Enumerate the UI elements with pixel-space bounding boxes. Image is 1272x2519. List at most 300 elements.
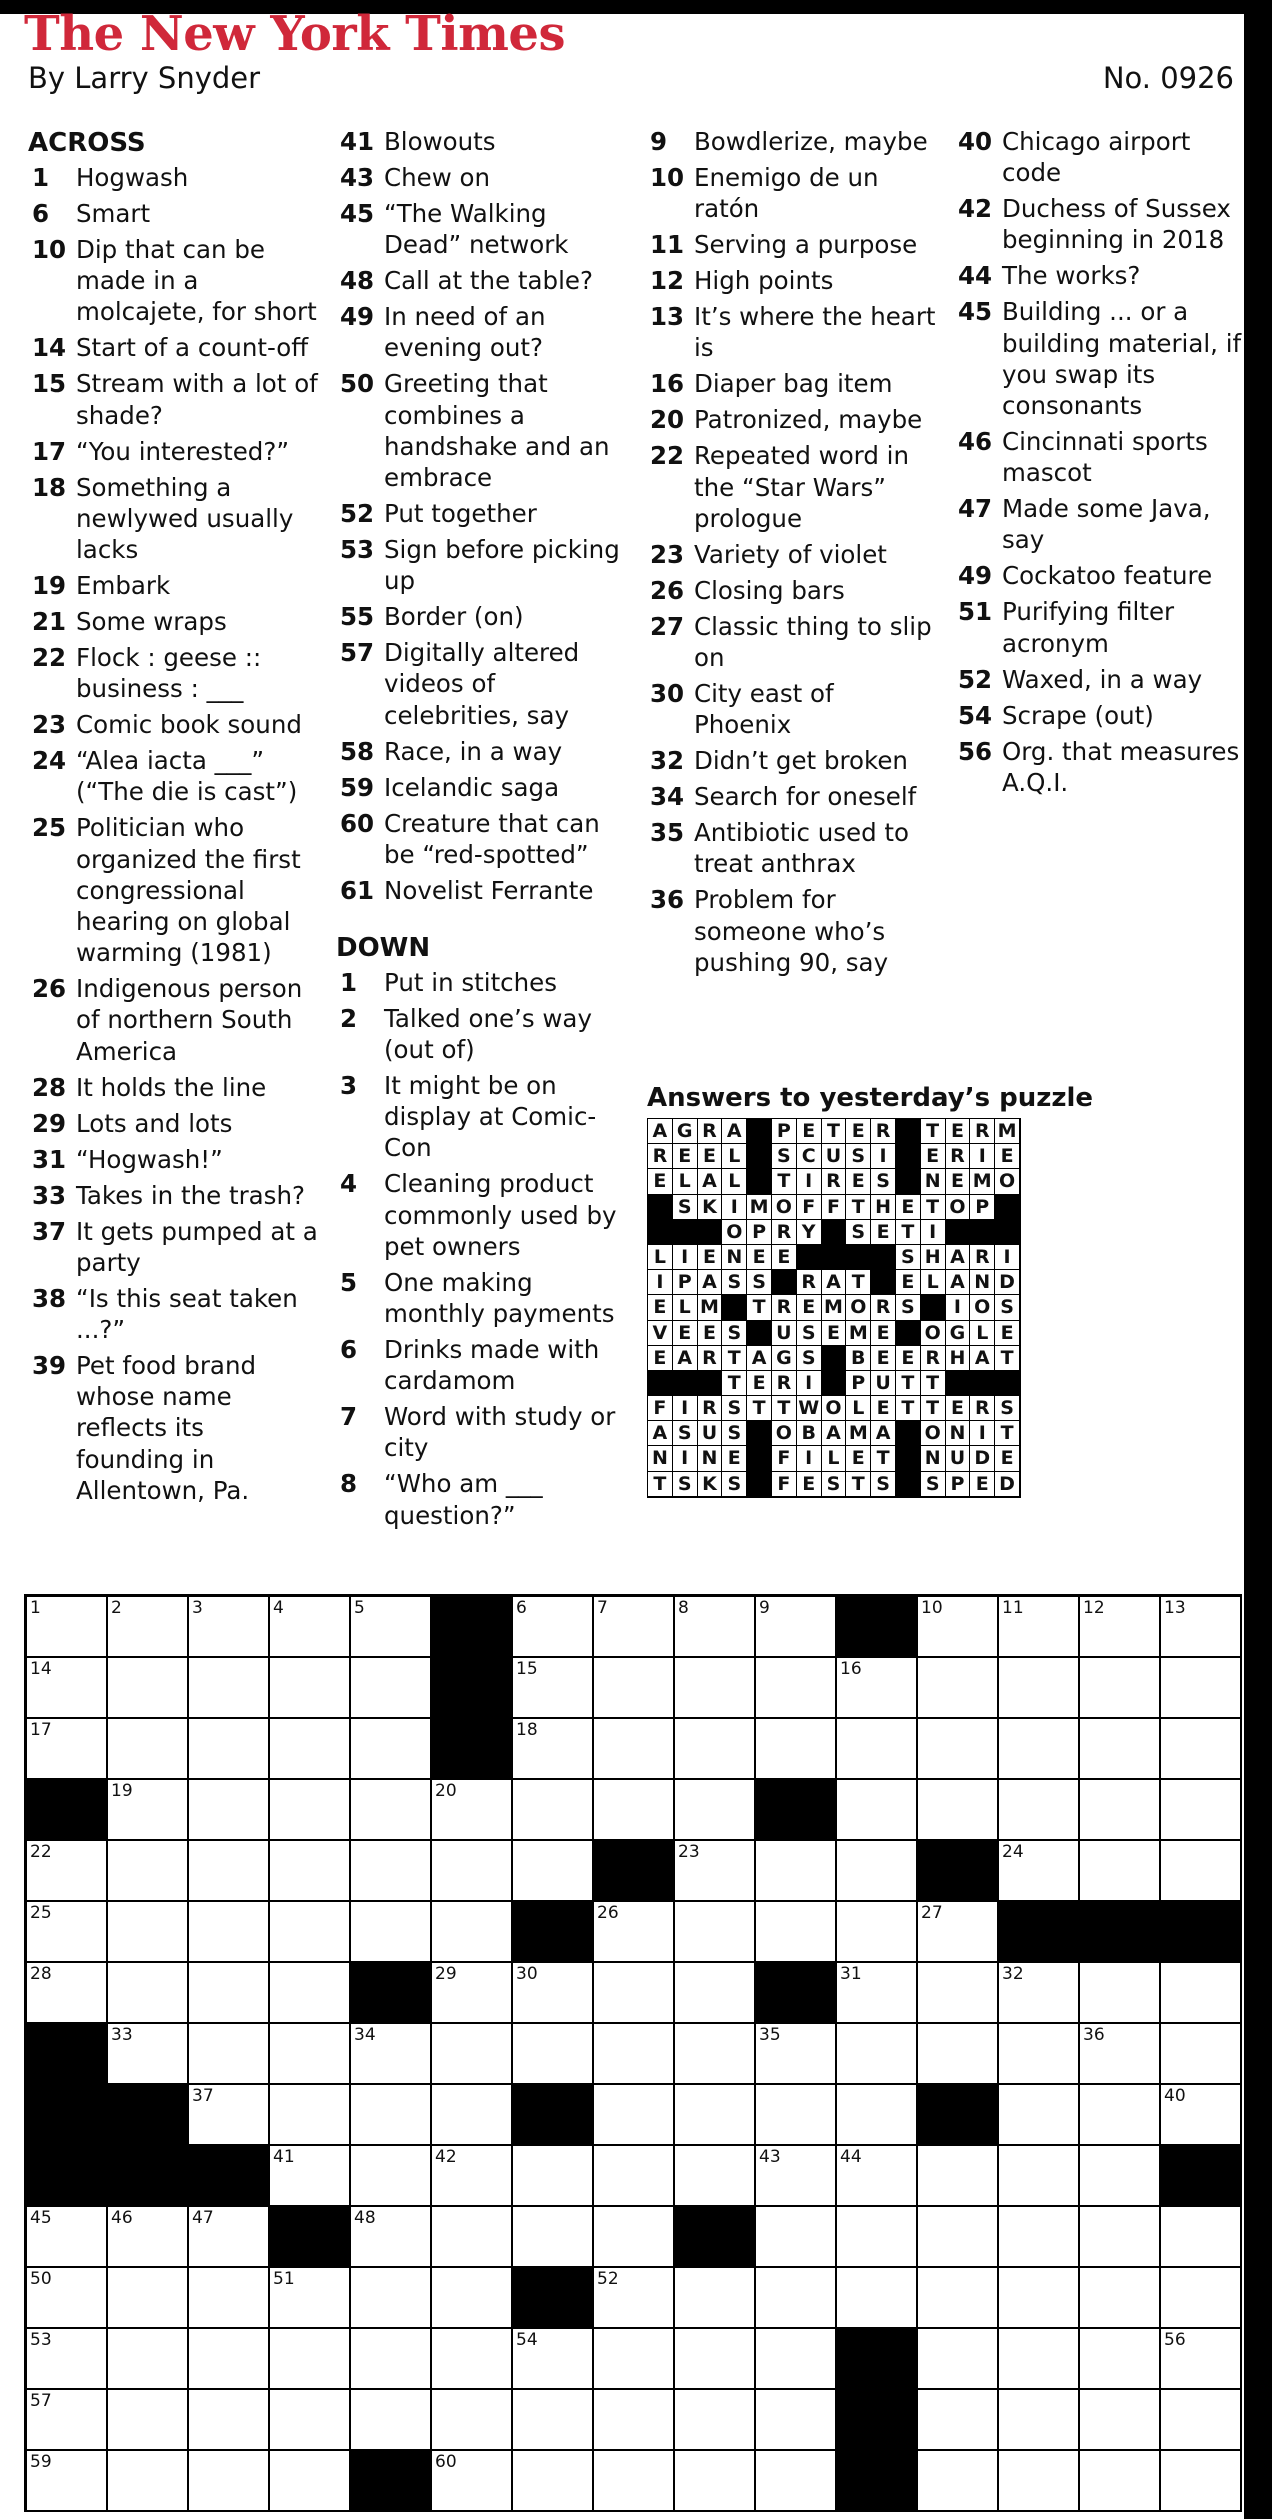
grid-cell[interactable] [594,1902,675,1963]
grid-cell[interactable] [1161,1597,1242,1658]
grid-cell[interactable] [918,1719,999,1780]
grid-cell[interactable] [918,1902,999,1963]
grid-cell[interactable] [27,1963,108,2024]
grid-cell[interactable] [270,1902,351,1963]
cell-number: 54 [516,2330,538,2350]
answer-black-cell [747,1144,772,1169]
clue-text: One making monthly payments [384,1267,615,1329]
grid-cell[interactable] [837,1780,918,1841]
grid-cell[interactable] [594,2451,675,2512]
grid-cell[interactable] [1080,2085,1161,2146]
grid-cell[interactable] [189,1963,270,2024]
answer-letter-cell: T [772,1169,797,1194]
grid-cell[interactable] [918,1658,999,1719]
clue-number: 22 [650,441,685,471]
grid-cell[interactable] [432,1902,513,1963]
grid-cell[interactable] [999,2268,1080,2329]
grid-cell[interactable] [108,1719,189,1780]
grid-cell[interactable] [513,1780,594,1841]
clue-item [336,301,626,363]
grid-cell[interactable] [351,1841,432,1902]
grid-cell[interactable] [513,2207,594,2268]
answer-letter-cell: T [772,1396,797,1421]
clue-text: Made some Java, say [1002,494,1211,555]
answer-letter-cell: U [871,1371,896,1396]
grid-cell[interactable] [189,1597,270,1658]
grid-cell[interactable] [918,1780,999,1841]
clue-text: Closing bars [694,575,845,605]
clue-number: 15 [32,369,67,399]
grid-cell[interactable] [918,2268,999,2329]
clue-item [646,368,936,399]
grid-cell[interactable] [1080,2207,1161,2268]
grid-cell[interactable] [675,2085,756,2146]
grid-cell[interactable] [513,2024,594,2085]
clue-item [954,664,1244,695]
clue-item [28,1180,318,1211]
grid-cell[interactable] [189,2024,270,2085]
grid-cell[interactable] [1080,2268,1161,2329]
clue-item [646,126,936,157]
grid-cell[interactable] [270,1719,351,1780]
grid-cell[interactable] [918,1963,999,2024]
grid-cell[interactable] [270,2024,351,2085]
grid-cell[interactable] [189,2451,270,2512]
grid-cell[interactable] [756,1902,837,1963]
grid-cell[interactable] [1161,1719,1242,1780]
grid-cell[interactable] [675,1902,756,1963]
grid-cell[interactable] [1161,2451,1242,2512]
answer-letter-cell: E [673,1144,698,1169]
cell-number: 59 [30,2452,52,2472]
clue-text: Takes in the trash? [76,1180,305,1210]
clue-number: 45 [340,199,375,228]
answer-letter-cell: E [946,1396,971,1421]
answer-letter-cell: T [648,1472,673,1497]
grid-cell[interactable] [756,1597,837,1658]
grid-cell[interactable] [1080,2024,1161,2085]
grid-cell[interactable] [594,2024,675,2085]
grid-cell[interactable] [108,2024,189,2085]
cell-number: 41 [273,2147,295,2167]
cell-number: 34 [354,2025,376,2045]
answer-black-cell [673,1220,698,1245]
grid-cell[interactable] [189,2268,270,2329]
grid-cell[interactable] [756,2451,837,2512]
grid-cell[interactable] [513,1963,594,2024]
grid-cell[interactable] [594,1719,675,1780]
grid-cell[interactable] [999,2390,1080,2451]
answer-letter-cell: E [871,1321,896,1346]
grid-cell[interactable] [756,2268,837,2329]
answer-letter-cell: T [722,1371,747,1396]
grid-cell[interactable] [27,1597,108,1658]
grid-cell[interactable] [270,2085,351,2146]
grid-cell[interactable] [594,2146,675,2207]
grid-cell[interactable] [918,1597,999,1658]
answer-letter-cell: M [846,1321,871,1346]
grid-cell[interactable] [432,2390,513,2451]
grid-cell[interactable] [1080,1658,1161,1719]
grid-cell[interactable] [270,2329,351,2390]
grid-cell[interactable] [1161,2329,1242,2390]
grid-cell[interactable] [675,2390,756,2451]
grid-cell[interactable] [1080,1780,1161,1841]
grid-cell[interactable] [918,2451,999,2512]
cell-number: 7 [597,1598,608,1618]
grid-cell[interactable] [189,1902,270,1963]
clue-number: 31 [32,1144,67,1174]
grid-cell[interactable] [837,1658,918,1719]
grid-cell[interactable] [432,1963,513,2024]
grid-cell[interactable] [270,2390,351,2451]
grid-cell[interactable] [594,1597,675,1658]
grid-cell[interactable] [1080,1841,1161,1902]
clue-number: 23 [32,710,67,740]
puzzle-number: No. 0926 [1102,61,1234,95]
grid-cell[interactable] [27,2268,108,2329]
grid-cell[interactable] [837,2207,918,2268]
answer-letter-cell: S [722,1421,747,1446]
grid-cell[interactable] [675,2329,756,2390]
answer-letter-cell: A [946,1245,971,1270]
grid-cell[interactable] [432,1841,513,1902]
grid-cell[interactable] [756,2085,837,2146]
answer-letter-cell: I [970,1421,995,1446]
cell-number: 2 [111,1598,122,1618]
grid-cell[interactable] [1161,1963,1242,2024]
grid-cell[interactable] [27,2390,108,2451]
grid-cell[interactable] [837,1963,918,2024]
clue-number: 26 [32,974,67,1004]
answer-letter-cell: E [648,1295,673,1320]
grid-cell[interactable] [351,2146,432,2207]
grid-cell[interactable] [513,2390,594,2451]
grid-cell[interactable] [837,2085,918,2146]
grid-cell[interactable] [675,1719,756,1780]
cell-number: 4 [273,1598,284,1618]
grid-cell[interactable] [108,2207,189,2268]
grid-cell[interactable] [594,2329,675,2390]
clue-text: Icelandic saga [384,772,560,802]
grid-cell[interactable] [108,1658,189,1719]
grid-cell[interactable] [999,1597,1080,1658]
answer-letter-cell: S [722,1270,747,1295]
clue-item [336,601,626,632]
grid-cell[interactable] [108,2451,189,2512]
grid-cell[interactable] [675,1658,756,1719]
cell-number: 11 [1002,1598,1024,1618]
grid-black-cell [756,1963,837,2024]
clue-number: 12 [650,266,685,296]
grid-cell[interactable] [27,1841,108,1902]
cell-number: 46 [111,2208,133,2228]
answer-letter-cell: L [846,1396,871,1421]
cell-number: 51 [273,2269,295,2289]
clue-text: Put in stitches [384,967,558,997]
grid-cell[interactable] [27,2329,108,2390]
grid-cell[interactable] [756,1658,837,1719]
section-heading: ACROSS [28,128,146,158]
grid-cell[interactable] [432,2207,513,2268]
grid-cell[interactable] [351,1658,432,1719]
clue-item [28,745,318,807]
grid-cell[interactable] [675,1841,756,1902]
grid-cell[interactable] [27,2451,108,2512]
grid-cell[interactable] [351,2390,432,2451]
clue-item [336,1168,626,1262]
clue-item [646,404,936,435]
answer-letter-cell: T [921,1396,946,1421]
grid-cell[interactable] [756,1841,837,1902]
clue-text: Comic book sound [76,710,302,740]
grid-cell[interactable] [108,2268,189,2329]
grid-cell[interactable] [27,1902,108,1963]
grid-cell[interactable] [1080,1963,1161,2024]
grid-cell[interactable] [1080,2146,1161,2207]
answer-letter-cell: N [946,1421,971,1446]
clue-text: Word with study or city [384,1402,616,1463]
grid-cell[interactable] [432,1780,513,1841]
grid-cell[interactable] [675,2146,756,2207]
answer-letter-cell: S [673,1421,698,1446]
grid-cell[interactable] [108,2329,189,2390]
grid-cell[interactable] [1161,1780,1242,1841]
answer-letter-cell: E [772,1245,797,1270]
grid-cell[interactable] [189,2329,270,2390]
grid-cell[interactable] [351,2024,432,2085]
grid-cell[interactable] [351,2207,432,2268]
grid-cell[interactable] [108,1963,189,2024]
clue-item [28,709,318,740]
grid-cell[interactable] [513,1841,594,1902]
grid-cell[interactable] [999,2329,1080,2390]
grid-cell[interactable] [108,1902,189,1963]
grid-cell[interactable] [270,2451,351,2512]
grid-cell[interactable] [837,2024,918,2085]
answer-letter-cell: B [846,1346,871,1371]
grid-cell[interactable] [108,1780,189,1841]
grid-black-cell [756,1780,837,1841]
grid-cell[interactable] [675,2268,756,2329]
answer-black-cell [896,1144,921,1169]
answer-letter-cell: T [822,1119,847,1144]
grid-cell[interactable] [756,2207,837,2268]
grid-cell[interactable] [837,1719,918,1780]
grid-cell[interactable] [999,2207,1080,2268]
clue-text: It’s where the heart is [694,302,936,363]
answer-black-cell [648,1220,673,1245]
grid-cell[interactable] [837,1902,918,1963]
grid-cell[interactable] [513,1597,594,1658]
grid-cell[interactable] [432,2268,513,2329]
grid-cell[interactable] [108,2390,189,2451]
answer-black-cell [995,1371,1020,1396]
grid-cell[interactable] [1161,1841,1242,1902]
grid-cell[interactable] [756,2146,837,2207]
grid-cell[interactable] [270,1963,351,2024]
clue-item [28,368,318,430]
grid-cell[interactable] [513,2146,594,2207]
clue-item [954,700,1244,731]
clue-item [28,570,318,601]
grid-cell[interactable] [270,1780,351,1841]
grid-cell[interactable] [1080,2329,1161,2390]
grid-cell[interactable] [270,2146,351,2207]
grid-cell[interactable] [918,2207,999,2268]
grid-cell[interactable] [594,2268,675,2329]
clue-number: 20 [650,405,685,435]
grid-cell[interactable] [351,2085,432,2146]
grid-cell[interactable] [27,1719,108,1780]
grid-cell[interactable] [1161,2085,1242,2146]
grid-cell[interactable] [432,2146,513,2207]
grid-cell[interactable] [432,2085,513,2146]
answer-letter-cell: A [673,1346,698,1371]
grid-cell[interactable] [999,1780,1080,1841]
grid-cell[interactable] [1161,2207,1242,2268]
grid-cell[interactable] [918,2390,999,2451]
grid-cell[interactable] [675,2024,756,2085]
answer-letter-cell: R [871,1119,896,1144]
clue-item [28,1144,318,1175]
grid-cell[interactable] [189,1780,270,1841]
clue-number: 50 [340,369,375,399]
grid-cell[interactable] [351,1597,432,1658]
answer-black-cell [822,1245,847,1270]
grid-cell[interactable] [756,2390,837,2451]
grid-cell[interactable] [432,2329,513,2390]
grid-cell[interactable] [999,2146,1080,2207]
grid-cell[interactable] [108,1597,189,1658]
grid-cell[interactable] [1161,1658,1242,1719]
grid-cell[interactable] [918,2329,999,2390]
grid-black-cell [513,2268,594,2329]
answer-black-cell [673,1371,698,1396]
grid-cell[interactable] [675,1597,756,1658]
answer-letter-cell: Y [797,1220,822,1245]
clue-number: 49 [340,302,375,332]
grid-cell[interactable] [513,1719,594,1780]
grid-cell[interactable] [837,2268,918,2329]
grid-cell[interactable] [756,2329,837,2390]
clue-item [28,606,318,637]
grid-cell[interactable] [1080,1719,1161,1780]
grid-cell[interactable] [594,2390,675,2451]
grid-cell[interactable] [837,2146,918,2207]
grid-cell[interactable] [513,2451,594,2512]
clue-item [954,260,1244,291]
grid-cell[interactable] [999,1658,1080,1719]
grid-cell[interactable] [108,1841,189,1902]
grid-cell[interactable] [270,1841,351,1902]
grid-cell[interactable] [999,1719,1080,1780]
grid-cell[interactable] [999,2451,1080,2512]
clue-number: 1 [32,163,50,192]
grid-cell[interactable] [27,1658,108,1719]
grid-cell[interactable] [189,2085,270,2146]
answer-letter-cell: E [797,1472,822,1497]
grid-cell[interactable] [999,1963,1080,2024]
grid-cell[interactable] [432,2451,513,2512]
answer-letter-cell: E [648,1346,673,1371]
grid-cell[interactable] [351,1780,432,1841]
grid-cell[interactable] [675,2451,756,2512]
grid-cell[interactable] [594,1658,675,1719]
answer-letter-cell: F [822,1195,847,1220]
grid-cell[interactable] [1080,2390,1161,2451]
grid-cell[interactable] [594,2207,675,2268]
grid-cell[interactable] [189,1719,270,1780]
clue-text: “You interested?” [76,436,290,466]
grid-black-cell [27,2024,108,2085]
grid-cell[interactable] [1161,2390,1242,2451]
grid-cell[interactable] [999,2085,1080,2146]
answer-black-cell [698,1220,723,1245]
grid-cell[interactable] [1080,2451,1161,2512]
grid-cell[interactable] [27,2207,108,2268]
answer-letter-cell: S [673,1472,698,1497]
grid-cell[interactable] [270,2268,351,2329]
clue-number: 60 [340,808,375,838]
cell-number: 18 [516,1720,538,1740]
clue-item [336,368,626,493]
grid-cell[interactable] [189,1841,270,1902]
grid-cell[interactable] [594,2085,675,2146]
grid-cell[interactable] [675,1963,756,2024]
grid-cell[interactable] [1161,2024,1242,2085]
grid-cell[interactable] [1161,2268,1242,2329]
answer-letter-cell: M [995,1119,1020,1144]
answers-title: Answers to yesterday’s puzzle [647,1083,1094,1113]
answer-letter-cell: A [698,1270,723,1295]
grid-cell[interactable] [675,1780,756,1841]
grid-cell[interactable] [270,1658,351,1719]
grid-cell[interactable] [351,1719,432,1780]
answer-letter-cell: E [747,1245,772,1270]
clue-number: 39 [32,1351,67,1381]
grid-cell[interactable] [189,2390,270,2451]
grid-cell[interactable] [999,1841,1080,1902]
clue-item [646,265,936,296]
grid-cell[interactable] [432,2024,513,2085]
cell-number: 1 [30,1598,41,1618]
grid-cell[interactable] [351,2329,432,2390]
clue-item [646,884,936,978]
grid-cell[interactable] [513,2329,594,2390]
cell-number: 44 [840,2147,862,2167]
grid-cell[interactable] [270,1597,351,1658]
grid-cell[interactable] [513,1658,594,1719]
grid-cell[interactable] [351,2268,432,2329]
grid-cell[interactable] [594,1780,675,1841]
grid-cell[interactable] [351,1902,432,1963]
answer-letter-cell: P [846,1371,871,1396]
grid-cell[interactable] [756,1719,837,1780]
grid-cell[interactable] [189,2207,270,2268]
answer-letter-cell: E [970,1472,995,1497]
grid-cell[interactable] [594,1963,675,2024]
grid-cell[interactable] [756,2024,837,2085]
grid-cell[interactable] [918,2024,999,2085]
grid-cell[interactable] [999,2024,1080,2085]
clue-text: “Is this seat taken ...?” [76,1283,298,1345]
answer-letter-cell: S [772,1144,797,1169]
grid-cell[interactable] [1080,1597,1161,1658]
grid-cell[interactable] [837,1841,918,1902]
grid-cell[interactable] [189,1658,270,1719]
grid-cell[interactable] [918,2146,999,2207]
